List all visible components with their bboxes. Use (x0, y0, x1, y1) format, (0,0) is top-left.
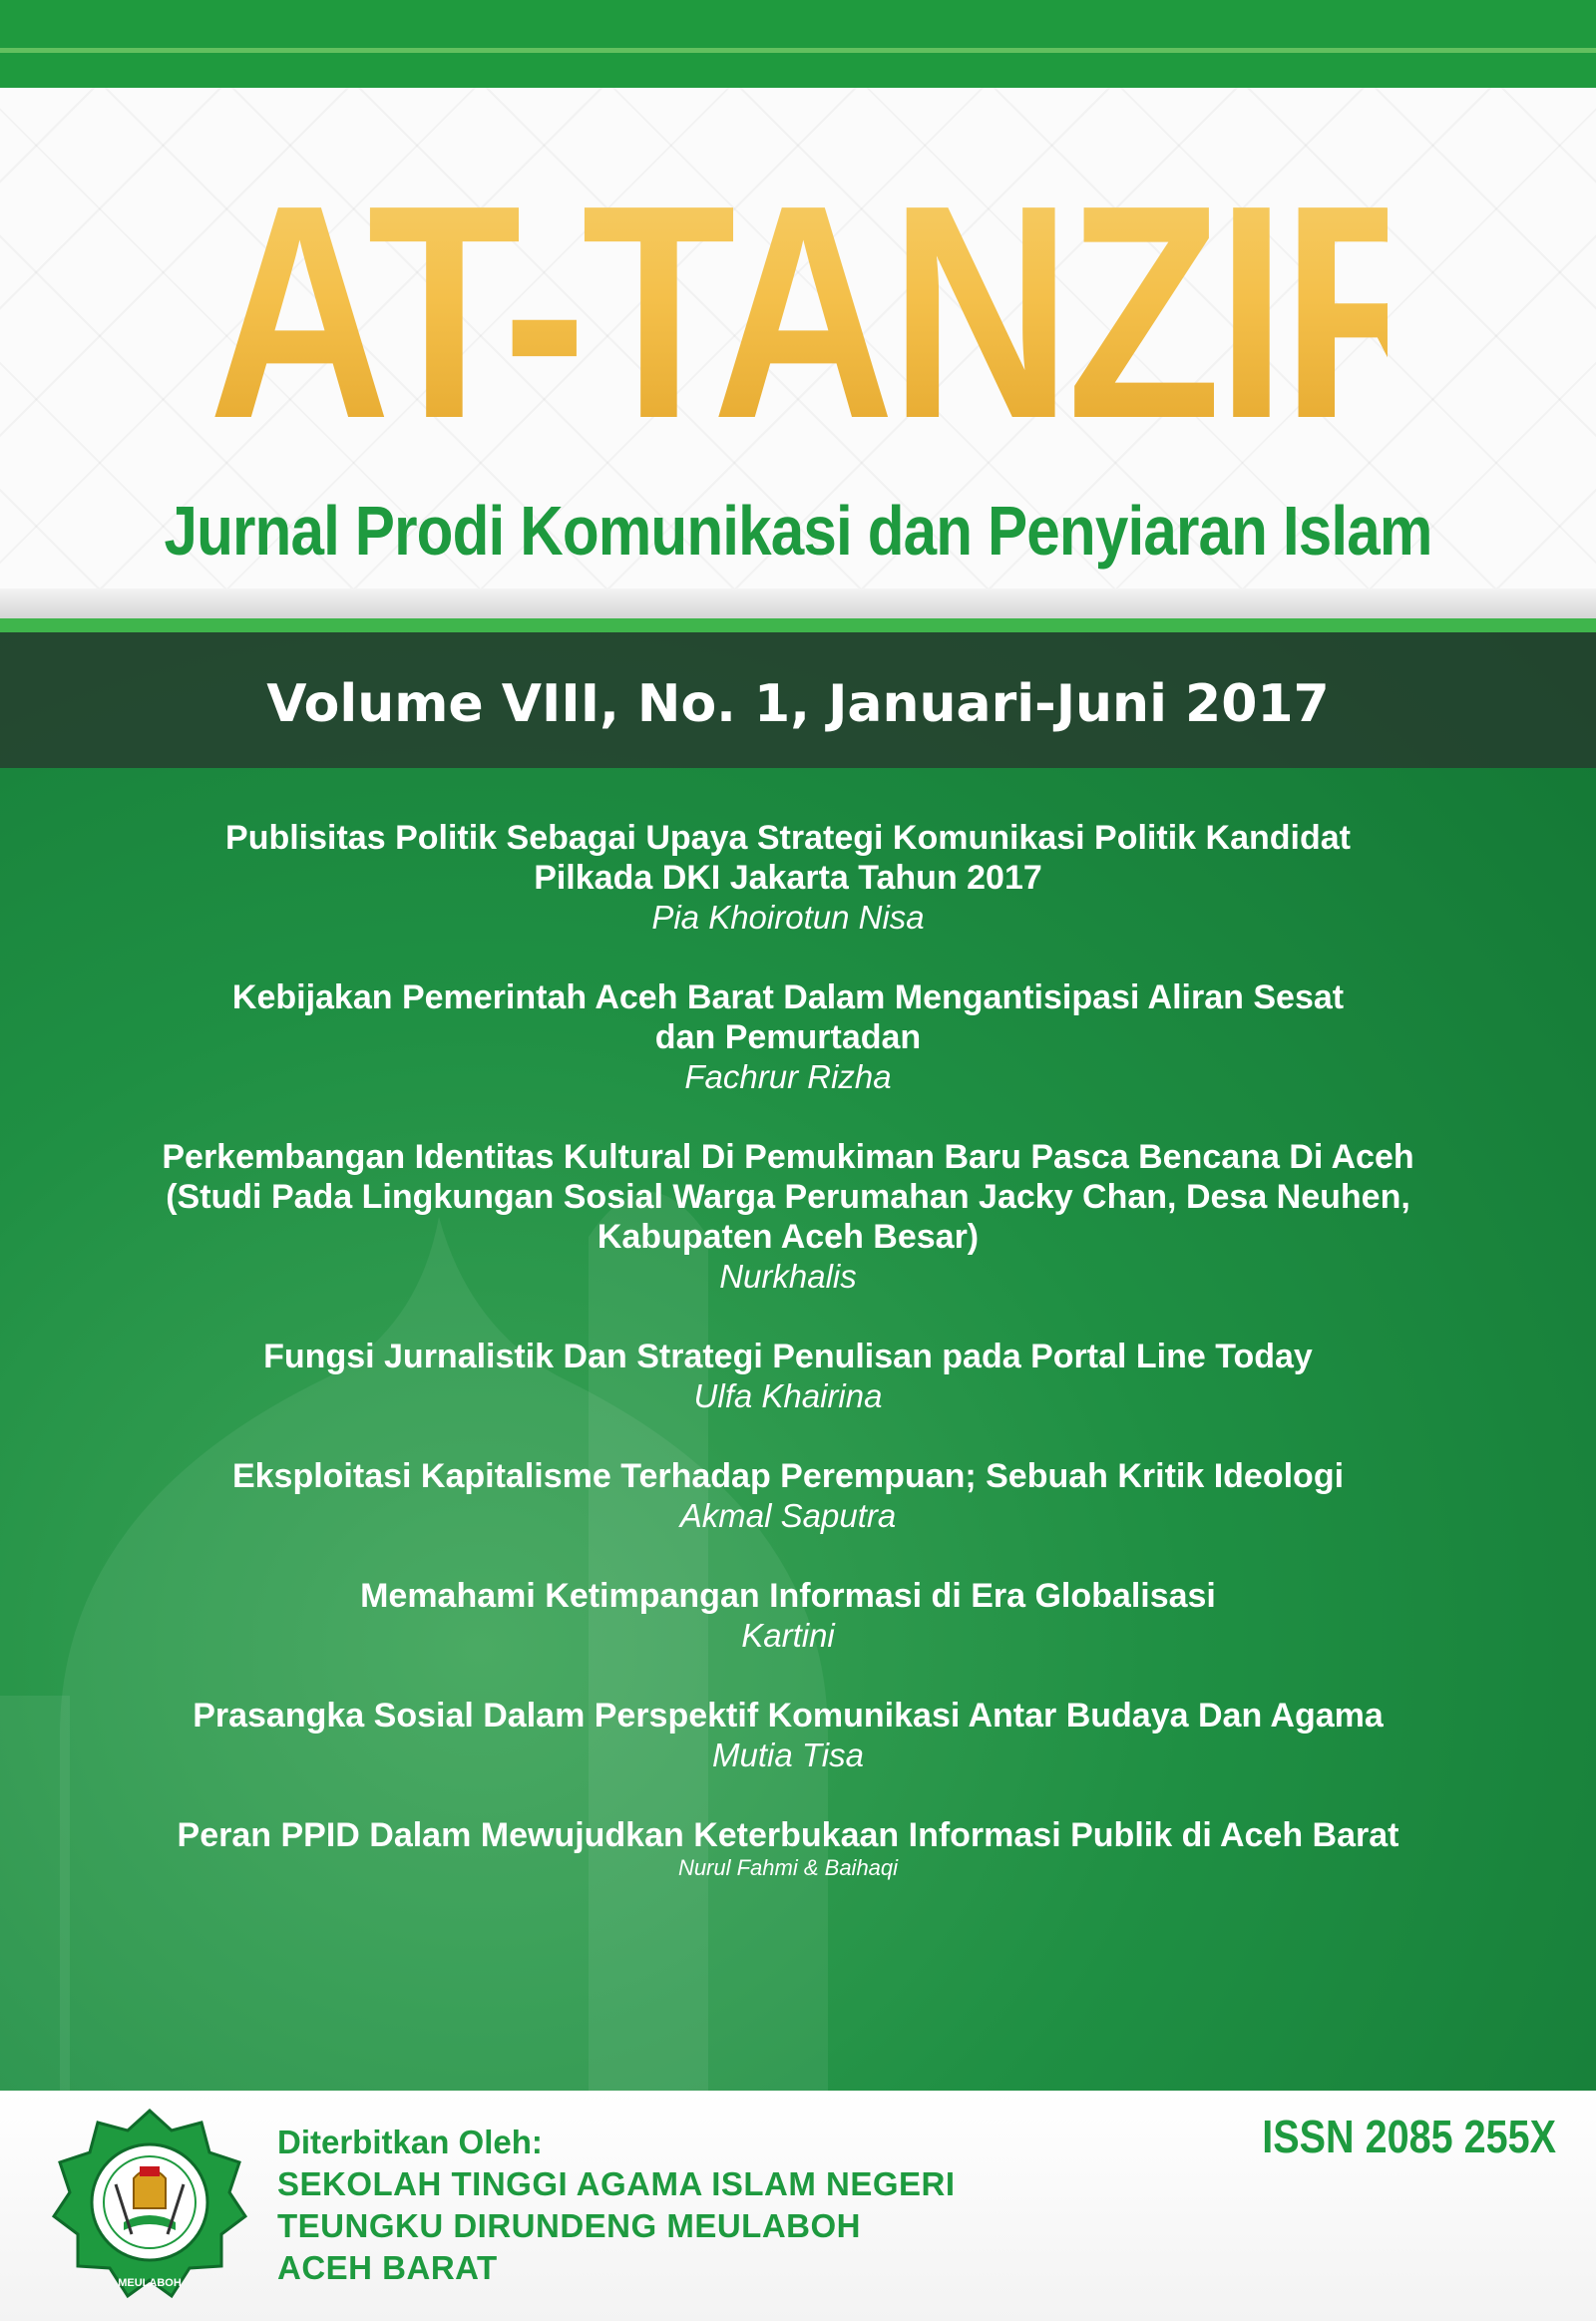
issn-number: ISSN 2085 255X (1262, 2111, 1556, 2162)
article-list (100, 818, 1476, 1921)
article-title: Peran PPID Dalam Mewujudkan Keterbukaan Informasi Publik di Aceh Barat (177, 1816, 1399, 1854)
top-bar-stripe (0, 48, 1596, 53)
article-author: Pia Khoirotun Nisa (651, 899, 925, 936)
volume-info: Volume VIII, No. 1, Januari-Juni 2017 (266, 674, 1330, 734)
article-title: Prasangka Sosial Dalam Perspektif Komunikasi Antar Budaya Dan Agama (193, 1697, 1384, 1735)
journal-subtitle: Jurnal Prodi Komunikasi dan Penyiaran Islam (164, 492, 1432, 570)
article-item (100, 1456, 1476, 1536)
top-green-bar (0, 0, 1596, 88)
article-author: Akmal Saputra (679, 1497, 897, 1534)
header-divider (0, 588, 1596, 618)
article-item (100, 1576, 1476, 1656)
publisher-name-line-1: SEKOLAH TINGGI AGAMA ISLAM NEGERI (277, 2165, 956, 2202)
journal-title: AT-TANZIR (208, 142, 1459, 482)
article-title: Memahami Ketimpangan Informasi di Era Globalisasi (360, 1577, 1216, 1615)
article-item (100, 818, 1476, 938)
article-author: Kartini (741, 1617, 835, 1654)
publisher-name-line-2: TEUNGKU DIRUNDENG MEULABOH (277, 2207, 861, 2244)
article-author: Mutia Tisa (712, 1737, 864, 1773)
contents-panel (0, 618, 1596, 2091)
article-author: Fachrur Rizha (684, 1058, 892, 1095)
article-title: Kebijakan Pemerintah Aceh Barat Dalam Mengantisipasi Aliran Sesat dan Pemurtadan (231, 978, 1345, 1056)
article-title: Fungsi Jurnalistik Dan Strategi Penulisan pada Portal Line Today (263, 1338, 1313, 1375)
article-item (100, 1815, 1476, 1881)
emblem-caption: MEULABOH (118, 2277, 182, 2289)
article-author: Nurkhalis (719, 1258, 857, 1295)
article-title: Publisitas Politik Sebagai Upaya Strategi Komunikasi Politik Kandidat Pilkada DKI Jakarta Tahun 2017 (225, 819, 1351, 897)
article-item (100, 1337, 1476, 1416)
publisher-name-line-3: ACEH BARAT (277, 2249, 498, 2286)
article-title: Eksploitasi Kapitalisme Terhadap Perempuan; Sebuah Kritik Ideologi (231, 1457, 1345, 1495)
article-item (100, 1696, 1476, 1775)
article-item (100, 977, 1476, 1097)
green-stripe (0, 618, 1596, 632)
article-title: Perkembangan Identitas Kultural Di Pemukiman Baru Pasca Bencana Di Aceh (Studi Pada Lingkungan Sosial Warga Perumahan Jacky Chan, Desa Neuhen, Kabupaten Aceh Besar) (162, 1138, 1414, 1256)
institution-emblem-icon (50, 2105, 249, 2304)
publisher-label: Diterbitkan Oleh: (277, 2124, 543, 2160)
article-item (100, 1137, 1476, 1297)
article-author: Nurul Fahmi & Baihaqi (677, 1855, 899, 1880)
article-author: Ulfa Khairina (693, 1377, 883, 1414)
